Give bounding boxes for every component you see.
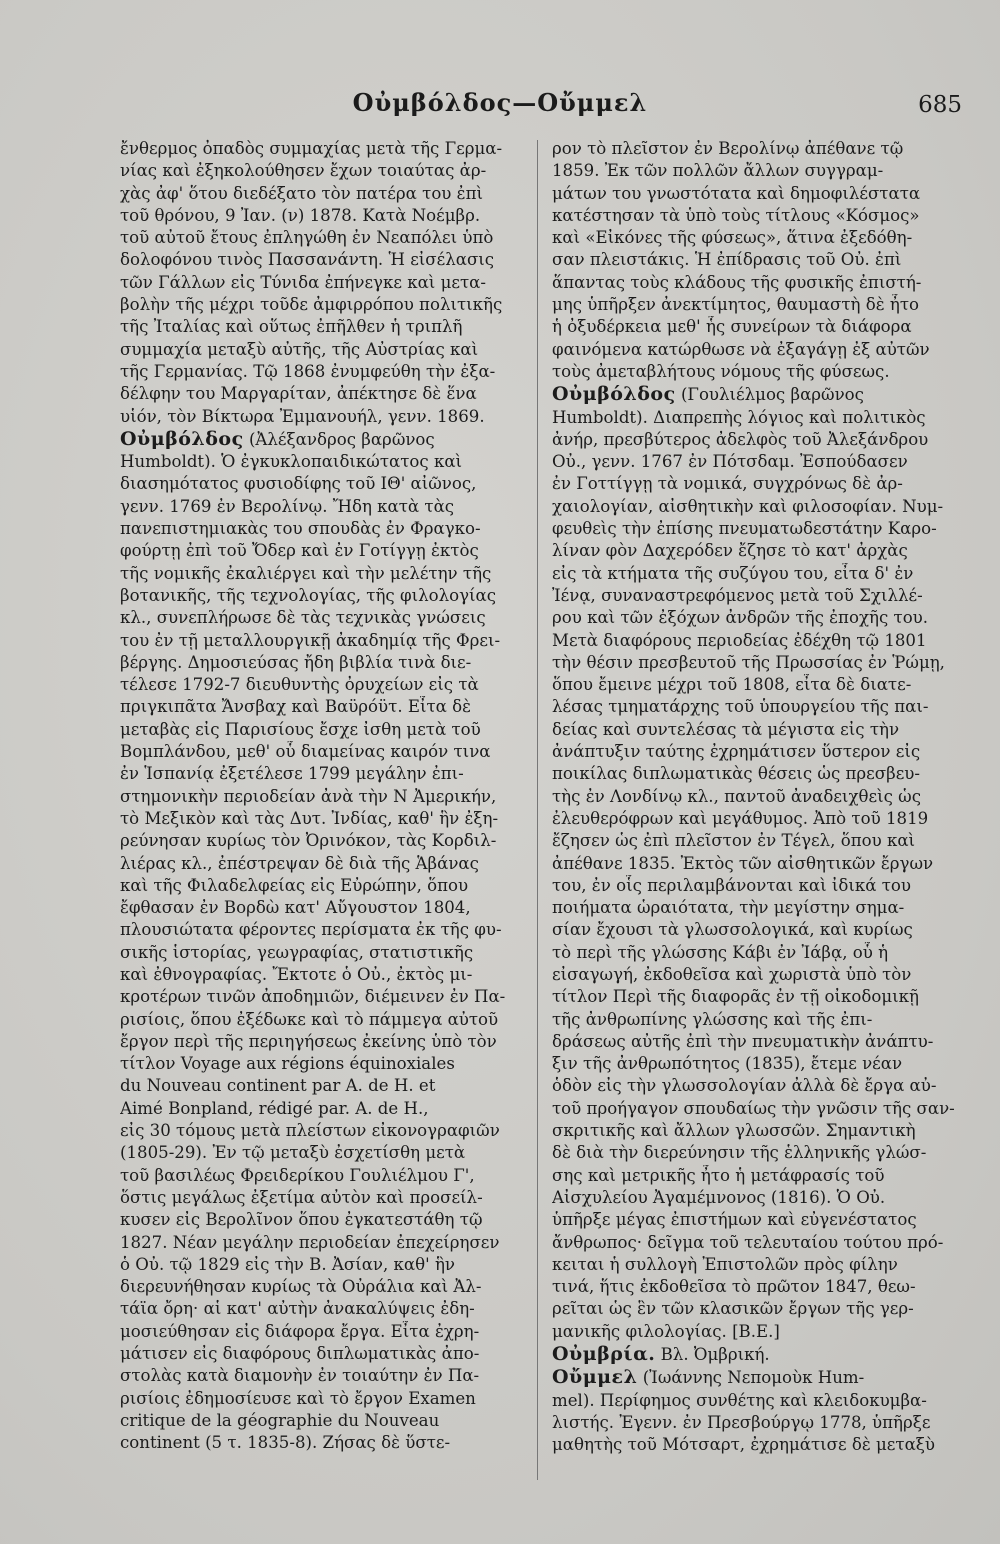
text-line: φαινόμενα κατώρθωσε νὰ ἐξαγάγῃ ἐξ αὐτῶν — [552, 339, 930, 359]
entry-humboldt-alexander — [120, 428, 520, 1455]
text-line: λιστής. Ἐγενν. ἐν Πρεσβούργῳ 1778, ὑπῆρξε — [552, 1412, 931, 1432]
text-line: κλ., συνεπλήρωσε δὲ τὰς τεχνικὰς γνώσεις — [120, 608, 486, 628]
text-line: τὸ Μεξικὸν καὶ τὰς Δυτ. Ἰνδίας, καθ' ἣν ἐξη- — [120, 808, 499, 828]
text-line: ἡ ὀξυδέρκεια μεθ' ἧς συνείρων τὰ διάφορα — [552, 317, 912, 337]
text-line: ἀνάπτυξιν ταύτης ἐχρημάτισεν ὕστερον εἰς — [552, 742, 921, 762]
text-line: στολὰς κατὰ διαμονὴν ἐν τοιαύτην ἐν Πα- — [120, 1366, 480, 1386]
text-line: δολοφόνου τινὸς Πασσανάντη. Ἡ εἰσέλασις — [120, 250, 495, 270]
text-line: κροτέρων τινῶν ἀποδημιῶν, διέμεινεν ἐν Πα- — [120, 987, 506, 1007]
text-line: λέσας τμηματάρχης τοῦ ὑπουργείου τῆς παι- — [552, 697, 929, 717]
text-line: εἰς τὰ κτήματα τῆς συζύγου του, εἶτα δ' ἐν — [552, 563, 914, 583]
text-line: ρισίοις ἐδημοσίευσε καὶ τὸ ἔργον Examen — [120, 1388, 476, 1408]
text-line: διασημότατος φυσιοδίφης τοῦ ΙΘ' αἰῶνος, — [120, 474, 477, 494]
entry-body — [120, 451, 520, 1454]
text-line: λίναν φὸν Δαχερόδεν ἔζησε τὸ κατ' ἀρχὰς — [552, 541, 908, 561]
text-line: τῆς Γερμανίας. Τῷ 1868 ἐνυμφεύθη τὴν ἐξα- — [120, 361, 496, 381]
text-line: ἄνθρωπος· δεῖγμα τοῦ τελευταίου τούτου πρό- — [552, 1232, 944, 1252]
text-line: ἐν Ἱσπανίᾳ ἐξετέλεσε 1799 μεγάλην ἐπι- — [120, 764, 464, 784]
text-line: βοτανικῆς, τῆς τεχνολογίας, τῆς φιλολογίας — [120, 585, 497, 605]
text-line: ποιήματα ὡραιότατα, τὴν μεγίστην σημα- — [552, 898, 905, 918]
text-line: του ἐν τῇ μεταλλουργικῇ ἀκαδημίᾳ τῆς Φρει- — [120, 630, 501, 650]
entry-headword: Οὐμβρία. — [552, 1343, 656, 1366]
column-divider — [537, 140, 538, 1480]
text-line: mel). Περίφημος συνθέτης καὶ κλειδοκυμβα- — [552, 1390, 927, 1410]
text-line: ξιν τῆς ἀνθρωπότητος (1835), ἔτεμε νέαν — [552, 1054, 903, 1074]
right-continuation-paragraph — [552, 138, 964, 383]
text-line: ρισίοις, ὅπου ἐξέδωκε καὶ τὸ πάμμεγα αὐτοῦ — [120, 1009, 499, 1029]
text-line: τὸ περὶ τῆς γλώσσης Κάβι ἐν Ἰάβᾳ, οὗ ἡ — [552, 942, 889, 962]
text-line: μοσιεύθησαν εἰς διάφορα ἔργα. Εἶτα ἐχρη- — [120, 1321, 480, 1341]
text-line: τάϊα ὄρη· αἱ κατ' αὐτὴν ἀνακαλύψεις ἐδη- — [120, 1299, 475, 1319]
text-line: ρου καὶ τῶν ἐξόχων ἀνδρῶν τῆς ἐποχῆς του. — [552, 608, 929, 628]
entry-headword: Οὐμβόλδος — [120, 427, 244, 450]
text-line: φευθεὶς τὴν ἐπίσης πνευματωδεστάτην Καρο- — [552, 519, 937, 539]
text-line: ρεύνησαν κυρίως τὸν Ὀρινόκον, τὰς Κορδιλ- — [120, 831, 497, 851]
text-line: critique de la géographie du Nouveau — [120, 1410, 440, 1430]
text-line: Humboldt). Ὁ ἐγκυκλοπαιδικώτατος καὶ — [120, 452, 463, 472]
text-line: ἐν Γοττίγγῃ τὰ νομικά, συγχρόνως δὲ ἀρ- — [552, 474, 903, 494]
entry-hummel — [552, 1366, 964, 1456]
text-line: κυσεν εἰς Βερολῖνον ὅπου ἐγκατεστάθη τῷ — [120, 1210, 483, 1230]
entry-crossref: Βλ. Ὀμβρική. — [660, 1345, 770, 1365]
text-line: του, ἐν οἷς περιλαμβάνονται καὶ ἰδικά του — [552, 875, 912, 895]
text-line: Οὐ., γενν. 1767 ἐν Πότσδαμ. Ἐσπούδασεν — [552, 452, 908, 472]
page-number: 685 — [918, 92, 962, 118]
text-line: βολὴν τῆς μέχρι τοῦδε ἀμφιρρόπου πολιτικῆς — [120, 295, 503, 315]
text-line: Humboldt). Διαπρεπὴς λόγιος καὶ πολιτικὸς — [552, 407, 926, 427]
text-line: χὰς ἀφ' ὅτου διεδέξατο τὸν πατέρα του ἐπὶ — [120, 183, 483, 203]
text-line: πλουσιώτατα φέροντες περίσματα ἐκ τῆς φυ- — [120, 920, 502, 940]
text-line: μανικῆς φιλολογίας. [Β.Ε.] — [552, 1321, 780, 1341]
text-line: διερευνήθησαν κυρίως τὰ Οὐράλια καὶ Ἀλ- — [120, 1277, 482, 1297]
text-line: εἰσαγωγή, ἐκδοθεῖσα καὶ χωριστὰ ὑπὸ τὸν — [552, 964, 912, 984]
text-line: τίτλον Voyage aux régions équinoxiales — [120, 1054, 455, 1074]
text-line: ρον τὸ πλεῖστον ἐν Βερολίνῳ ἀπέθανε τῷ — [552, 139, 904, 158]
text-line: πριγκιπᾶτα Ἄνσβαχ καὶ Βαϋρόϋτ. Εἶτα δὲ — [120, 697, 472, 717]
text-line: εἰς 30 τόμους μετὰ πλείστων εἰκονογραφιῶν — [120, 1121, 500, 1141]
entry-headword: Οὔμμελ — [552, 1366, 638, 1389]
text-line: μαθητὴς τοῦ Μότσαρτ, ἐχρημάτισε δὲ μεταξὺ — [552, 1435, 936, 1455]
text-line: σικῆς ἱστορίας, γεωγραφίας, στατιστικῆς — [120, 942, 474, 962]
text-line: Βομπλάνδου, μεθ' οὗ διαμείνας καιρόν τινα — [120, 742, 491, 762]
entry-subtitle: (Γουλιέλμος βαρῶνος — [680, 385, 864, 405]
entry-body — [552, 407, 964, 1343]
text-line: δέλφην του Μαργαρίταν, ἀπέκτησε δὲ ἕνα — [120, 384, 477, 404]
text-line: du Nouveau continent par A. de H. et — [120, 1076, 436, 1096]
text-line: ὁ Οὐ. τῷ 1829 εἰς τὴν Β. Ἀσίαν, καθ' ἣν — [120, 1254, 455, 1274]
text-line: ἔζησεν ὡς ἐπὶ πλεῖστον ἐν Τέγελ, ὅπου καὶ — [552, 831, 916, 851]
entry-subtitle: (Ἀλέξανδρος βαρῶνος — [248, 429, 435, 449]
text-line: μάτων του γνωστότατα καὶ δημοφιλέστατα — [552, 183, 921, 203]
text-line: ἅπαντας τοὺς κλάδους τῆς φυσικῆς ἐπιστή- — [552, 272, 922, 292]
text-line: 1859. Ἐκ τῶν πολλῶν ἄλλων συγγραμ- — [552, 161, 884, 181]
text-line: Αἰσχυλείου Ἀγαμέμνονος (1816). Ὁ Οὐ. — [552, 1187, 886, 1207]
text-line: σίαν ἔχουσι τὰ γλωσσολογικά, καὶ κυρίως — [552, 920, 913, 940]
text-line: φούρτῃ ἐπὶ τοῦ Ὄδερ καὶ ἐν Γοτίγγῃ ἐκτὸς — [120, 541, 479, 561]
text-line: γενν. 1769 ἐν Βερολίνῳ. Ἤδη κατὰ τὰς — [120, 496, 455, 516]
entry-umbria — [552, 1343, 964, 1366]
text-line: τῆς ἀνθρωπίνης γλώσσης καὶ τῆς ἐπι- — [552, 1009, 873, 1029]
running-header-title: Οὐμβόλδος—Οὔμμελ — [352, 88, 648, 117]
text-line: δείας καὶ συντελέσας τὰ μέγιστα εἰς τὴν — [552, 719, 900, 739]
text-line: καὶ «Εἰκόνες τῆς φύσεως», ἅτινα ἐξεδόθη- — [552, 228, 913, 248]
text-line: χαιολογίαν, αἰσθητικὴν καὶ φιλοσοφίαν. Νυμ- — [552, 496, 944, 516]
text-line: ἐλευθερόφρων καὶ μεγάθυμος. Ἀπὸ τοῦ 1819 — [552, 808, 929, 828]
text-line: τῆς Ἰταλίας καὶ οὕτως ἐπῆλθεν ἡ τριπλῆ — [120, 317, 463, 337]
entry-body — [552, 1390, 964, 1457]
text-line: δὲ διὰ τὴν διερεύνησιν τῆς ἑλληνικῆς γλώσ- — [552, 1143, 927, 1163]
text-line: συμμαχία μεταξὺ αὐτῆς, τῆς Αὐστρίας καὶ — [120, 339, 479, 359]
text-line: ρεῖται ὡς ἓν τῶν κλασικῶν ἔργων τῆς γερ- — [552, 1299, 914, 1319]
text-line: σκριτικῆς καὶ ἄλλων γλωσσῶν. Σημαντικὴ — [552, 1121, 916, 1141]
text-line: λιέρας κλ., ἐπέστρεψαν δὲ διὰ τῆς Ἁβάνας — [120, 853, 479, 873]
text-line: τίτλον Περὶ τῆς διαφορᾶς ἐν τῇ οἰκοδομικῇ — [552, 987, 919, 1007]
text-line: τῶν Γάλλων εἰς Τύνιδα ἐπήνεγκε καὶ μετα- — [120, 272, 486, 292]
text-line: ὑπῆρξε μέγας ἐπιστήμων καὶ εὐγενέστατος — [552, 1210, 917, 1230]
left-intro-paragraph — [120, 138, 520, 428]
text-line: μης ὑπῆρξεν ἀνεκτίμητος, θαυμαστὴ δὲ ἦτο — [552, 295, 920, 315]
text-line: καὶ τῆς Φιλαδελφείας εἰς Εὐρώπην, ὅπου — [120, 875, 469, 895]
text-line: 1827. Νέαν μεγάλην περιοδείαν ἐπεχείρησεν — [120, 1232, 500, 1252]
text-line: καὶ ἐθνογραφίας. Ἔκτοτε ὁ Οὐ., ἐκτὸς μι- — [120, 964, 473, 984]
text-line: μεταβὰς εἰς Παρισίους ἔσχε ἰσθη μετὰ τοῦ — [120, 719, 481, 739]
text-line: continent (5 τ. 1835-8). Ζήσας δὲ ὕστε- — [120, 1433, 451, 1453]
text-line: ἔφθασαν ἐν Βορδὼ κατ' Αὔγουστον 1804, — [120, 898, 471, 918]
text-line: κατέστησαν τὰ ὑπὸ τοὺς τίτλους «Κόσμος» — [552, 205, 920, 225]
text-line: τοῦ αὐτοῦ ἔτους ἐπληγώθη ἐν Νεαπόλει ὑπὸ — [120, 228, 494, 248]
text-line: ἀνήρ, πρεσβύτερος ἀδελφὸς τοῦ Ἀλεξάνδρου — [552, 429, 929, 449]
text-line: (1805-29). Ἐν τῷ μεταξὺ ἐσχετίσθη μετὰ — [120, 1143, 466, 1163]
text-line: νίας καὶ ἐξηκολούθησεν ἔχων τοιαύτας ἀρ- — [120, 161, 487, 181]
text-line: τέλεσε 1792-7 διευθυντὴς ὀρυχείων εἰς τὰ — [120, 675, 479, 695]
text-line: στημονικὴν περιοδείαν ἀνὰ τὴν Ν Ἀμερικήν, — [120, 786, 497, 806]
entry-humboldt-wilhelm — [552, 383, 964, 1343]
text-line: τοῦ προήγαγον σπουδαίως τὴν γνῶσιν τῆς σαν- — [552, 1098, 955, 1118]
text-line: ἔργον περὶ τῆς περιηγήσεως ἐκείνης ὑπὸ τὸν — [120, 1031, 497, 1051]
text-line: τὴς ἐν Λονδίνῳ κλ., παντοῦ ἀναδειχθεὶς ὡς — [552, 786, 921, 806]
text-line: βέργης. Δημοσιεύσας ἤδη βιβλία τινὰ διε- — [120, 652, 472, 672]
text-line: ἔνθερμος ὀπαδὸς συμμαχίας μετὰ τῆς Γερμα- — [120, 139, 503, 158]
text-line: τῆς νομικῆς ἐκαλιέργει καὶ τὴν μελέτην τῆς — [120, 563, 492, 583]
text-line: υἱόν, τὸν Βίκτωρα Ἐμμανουήλ, γενν. 1869. — [120, 406, 485, 426]
text-line: ὁδὸν εἰς τὴν γλωσσολογίαν ἀλλὰ δὲ ἔργα αὐ- — [552, 1076, 937, 1096]
text-line: δράσεως αὐτῆς ἐπὶ τὴν πνευματικὴν ἀνάπτυ- — [552, 1031, 934, 1051]
text-line: ἀπέθανε 1835. Ἐκτὸς τῶν αἰσθητικῶν ἔργων — [552, 853, 934, 873]
entry-subtitle: (Ἰωάννης Νεπομοὺκ Hum- — [642, 1368, 865, 1388]
text-line: κειται ἡ συλλογὴ Ἐπιστολῶν πρὸς φίλην — [552, 1254, 898, 1274]
text-line: ὅπου ἔμεινε μέχρι τοῦ 1808, εἶτα δὲ διατε- — [552, 675, 912, 695]
text-line: Μετὰ διαφόρους περιοδείας ἐδέχθη τῷ 1801 — [552, 630, 927, 650]
entry-headword: Οὐμβόλδος — [552, 383, 676, 406]
text-line: ποικίλας διπλωματικὰς θέσεις ὡς πρεσβευ- — [552, 764, 920, 784]
text-line: σης καὶ μετρικῆς ἦτο ἡ μετάφρασίς τοῦ — [552, 1165, 885, 1185]
text-line: σαν πλειστάκις. Ἡ ἐπίδρασις τοῦ Οὐ. ἐπὶ — [552, 250, 902, 270]
left-column — [120, 138, 520, 1455]
text-line: τοῦ θρόνου, 9 Ἰαν. (ν) 1878. Κατὰ Νοέμβρ. — [120, 205, 481, 225]
text-line: μάτισεν εἰς διαφόρους διπλωματικὰς ἀπο- — [120, 1344, 480, 1364]
text-line: τοῦ βασιλέως Φρειδερίκου Γουλιέλμου Γ', — [120, 1165, 475, 1185]
right-column — [552, 138, 964, 1457]
text-line: τοὺς ἀμεταβλήτους νόμους τῆς φύσεως. — [552, 361, 890, 381]
text-line: πανεπιστημιακὰς του σπουδὰς ἐν Φραγκο- — [120, 519, 481, 539]
text-line: τινά, ἥτις ἐκδοθεῖσα τὸ πρῶτον 1847, θεω- — [552, 1277, 916, 1297]
text-line: Ἰένᾳ, συναναστρεφόμενος μετὰ τοῦ Σχιλλέ- — [552, 585, 923, 605]
text-line: τὴν θέσιν πρεσβευτοῦ τῆς Πρωσσίας ἐν Ῥώμῃ, — [552, 652, 945, 672]
text-line: Aimé Bonpland, rédigé par. A. de H., — [120, 1098, 429, 1118]
text-line: ὅστις μεγάλως ἐξετίμα αὐτὸν καὶ προσείλ- — [120, 1187, 483, 1207]
